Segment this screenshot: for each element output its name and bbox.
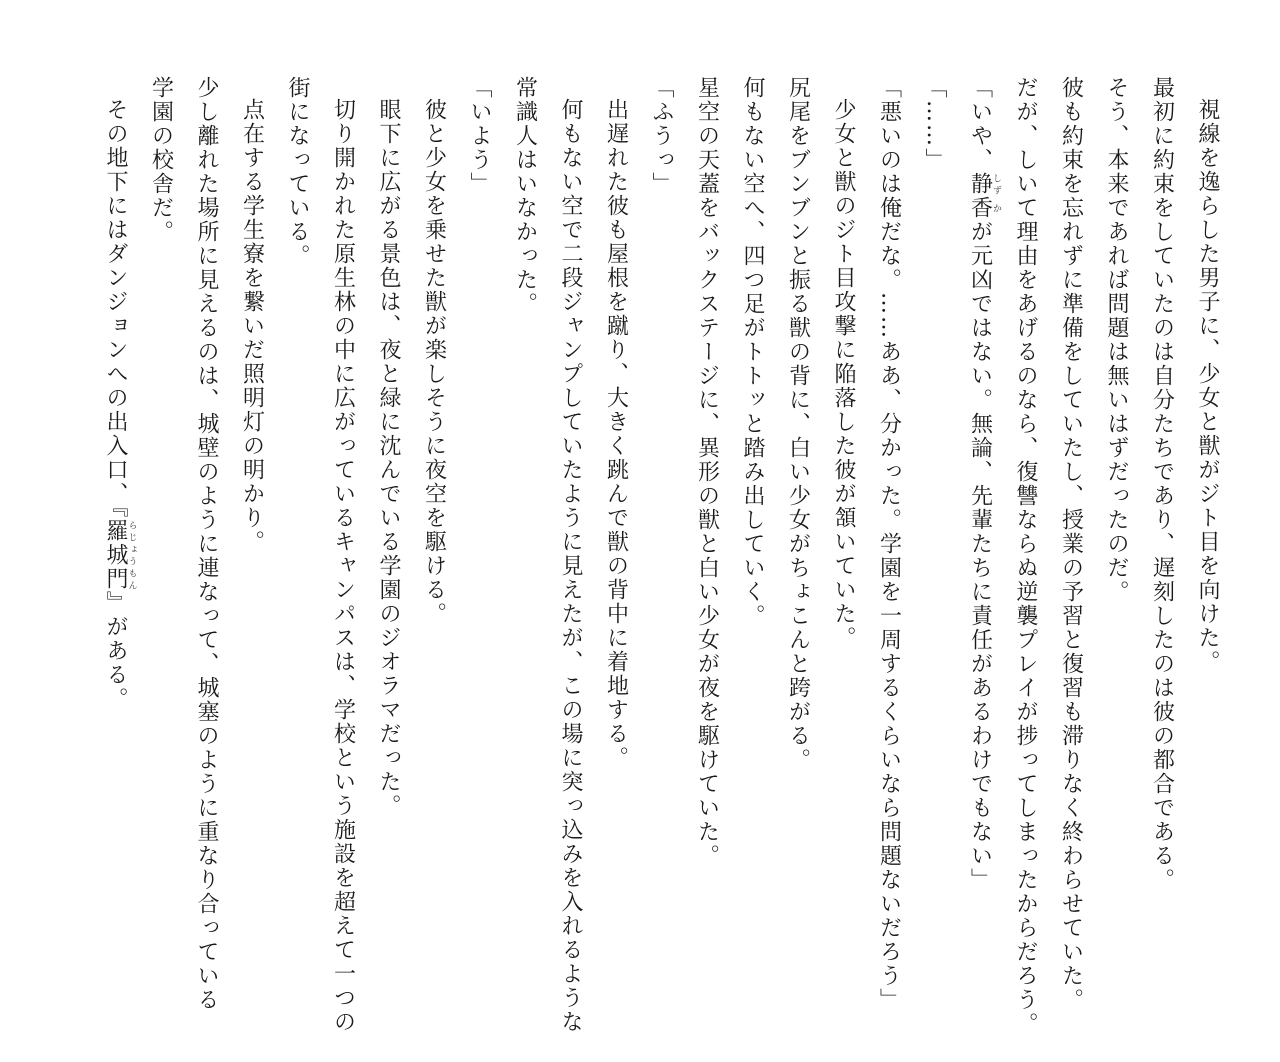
line-with-ruby-rajoumon [93,76,139,1036]
paragraph-line: 尻尾をブンブンと振る獣の背に、白い少女がちょこんと跨がる。 [785,76,811,772]
paragraph-line: 「ふうっ」 [649,76,674,196]
ruby-reading-2: か [991,196,1001,220]
ruby-base: 羅城門 [103,519,128,591]
paragraph-line: 何もない空で二段ジャンプしていたように見えたが、この場に突っ込みを入れるような [558,98,583,1034]
paragraph-line: 少し離れた場所に見えるのは、城壁のように連なって、城塞のように重なり合っている [194,76,219,1012]
ruby-rajoumon [103,519,137,591]
ruby-base-2: 香 [967,196,993,220]
paragraph-line: だが、しいて理由をあげるのなら、復讐ならぬ逆襲プレイが捗ってしまったからだろう。 [1013,76,1038,1036]
paragraph-line: 街になっている。 [285,76,310,268]
paragraph-line: 「いよう」 [467,76,492,196]
paragraph-line: 彼と少女を乗せた獣が楽しそうに夜空を駆ける。 [421,98,447,626]
paragraph-line: 「……」 [922,76,947,172]
paragraph-line: 常識人はいなかった。 [512,76,538,316]
ruby-after-text: が元凶ではない。無論、先輩たちに責任があるわけでもない」 [967,220,993,892]
paragraph-line: 切り開かれた原生林の中に広がっているキャンパスは、学校という施設を超えて一つの [330,98,356,1034]
paragraph-line: 眼下に広がる景色は、夜と緑に沈んでいる学園のジオラマだった。 [376,98,401,818]
dialogue-line-with-ruby [957,76,1003,1036]
paragraph-line: 彼も約束を忘れずに準備をしていたし、授業の予習と復習も滞りなく終わらせていた。 [1058,76,1084,1012]
paragraph-line: 星空の天蓋をバックステージに、異形の獣と白い少女が夜を駆けていた。 [694,76,720,868]
vertical-text-body [93,76,1231,1036]
ruby-before-text: 「いや、 [967,76,993,172]
paragraph-line: 最初に約束をしていたのは自分たちであり、遅刻したのは彼の都合である。 [1149,76,1175,892]
ruby-before-text: その地下にはダンジョンへの出入口、『 [103,98,128,519]
paragraph-line: 学園の校舎だ。 [148,76,174,244]
paragraph-line: 出遅れた彼も屋根を蹴り、大きく跳んで獣の背中に着地する。 [603,98,629,770]
paragraph-line: 「悪いのは俺だな。……ああ、分かった。学園を一周するくらいなら問題ないだろう」 [876,76,902,1012]
paragraph-line: 少女と獣のジト目攻撃に陥落した彼が頷いていた。 [831,98,856,650]
paragraph-line: 視線を逸らした男子に、少女と獣がジト目を向けた。 [1195,98,1220,674]
ruby-base-1: 静 [967,172,993,196]
paragraph-line: 何もない空へ、四つ足がトトッと踏み出していく。 [740,76,765,628]
ruby-name-shizuka [967,172,1001,220]
ruby-after-text: 』がある。 [103,591,128,711]
paragraph-line: 点在する学生寮を繋いだ照明灯の明かり。 [239,98,265,554]
paragraph-line: そう、本来であれば問題は無いはずだったのだ。 [1104,76,1129,604]
ruby-reading: らじょうもん [126,519,137,591]
ruby-reading-1: しず [991,172,1001,196]
